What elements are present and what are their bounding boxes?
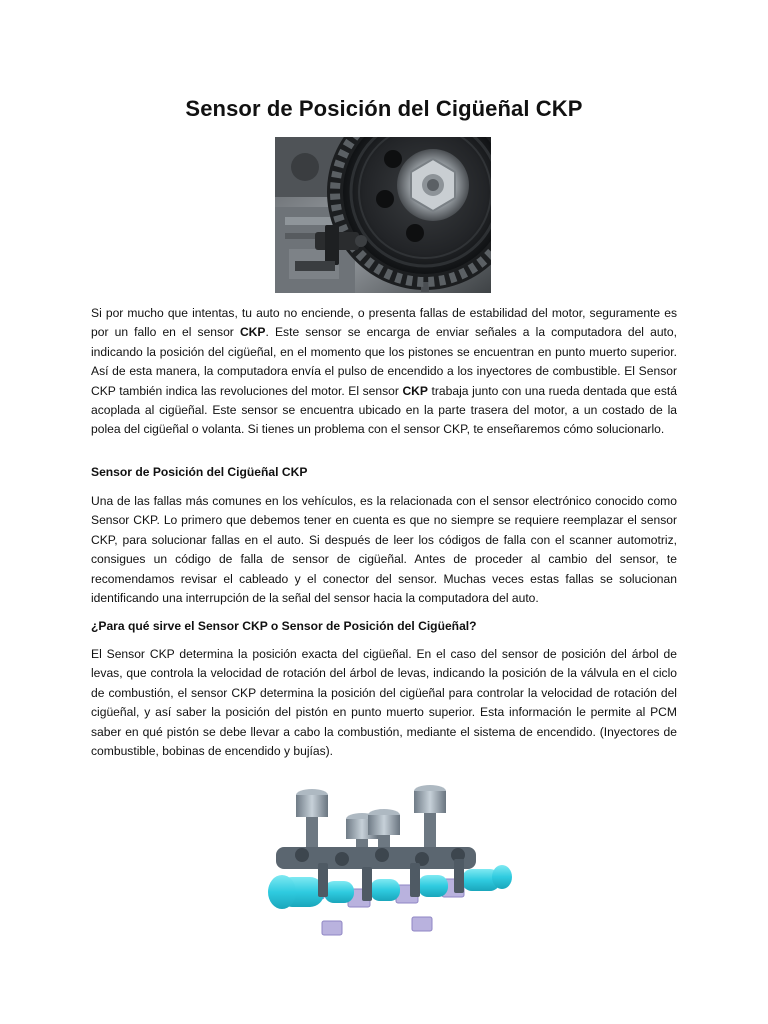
intro-text-2: . Este sensor se encarga de enviar señales a la computadora del auto, indicando la posición del cigüeñal, en el momento que los pistones se encuentran en punto muerto superior. Así de esta manera, la computadora envía el pulso de encendido a los inyectores de combustible. El Sensor CKP también indica las revoluciones del motor. El sensor	[91, 325, 677, 398]
section-heading-1: Sensor de Posición del Cigüeñal CKP	[91, 465, 308, 479]
intro-bold-ckp-2: CKP	[402, 383, 428, 398]
intro-paragraph	[91, 304, 677, 440]
intro-text-3: trabaja junto con una rueda dentada que está acoplada al cigüeñal. Este sensor se encuentra ubicado en la parte trasera del motor, a un costado de la polea del cigüeñal o volanta. Si tienes un problema con el sensor CKP, te enseñaremos cómo solucionarlo.	[91, 383, 677, 437]
section-paragraph-2: El Sensor CKP determina la posición exacta del cigüeñal. En el caso del sensor de posición del árbol de levas, que controla la velocidad de rotación del árbol de levas, indicando la posición de la válvula en el ciclo de combustión, el sensor CKP determina la posición del cigüeñal para controlar la velocidad de rotación del cigüeñal, y así saber la posición del pistón en punto muerto superior. Esta información le permite al PCM saber en qué pistón se debe llevar a cabo la combustión, mediante el sistema de encendido. (Inyectores de combustible, bobinas de encendido y bujías).	[91, 647, 677, 759]
intro-text-1: Si por mucho que intentas, tu auto no enciende, o presenta fallas de estabilidad del motor, seguramente es por un fallo en el sensor	[91, 306, 677, 340]
intro-bold-ckp-1: CKP	[239, 325, 266, 340]
crankshaft-sensor-photo	[275, 137, 491, 293]
section-heading-2: ¿Para qué sirve el Sensor CKP o Sensor de Posición del Cigüeñal?	[91, 619, 477, 633]
document-title: Sensor de Posición del Cigüeñal CKP	[185, 96, 583, 121]
crankshaft-pistons-diagram	[262, 781, 522, 950]
section-paragraph-1: Una de las fallas más comunes en los vehículos, es la relacionada con el sensor electrónico conocido como Sensor CKP. Lo primero que debemos tener en cuenta es que no siempre se requiere reemplazar el sensor CKP, para solucionar fallas en el auto. Si después de leer los códigos de falla con el scanner automotriz, consigues un código de falla de sensor de cigüeñal. Antes de proceder al cambio del sensor, te recomendamos revisar el cableado y el conector del sensor. Muchas veces estas fallas se solucionan identificando una interrupción de la señal del sensor hacia la computadora del auto.	[91, 494, 677, 606]
